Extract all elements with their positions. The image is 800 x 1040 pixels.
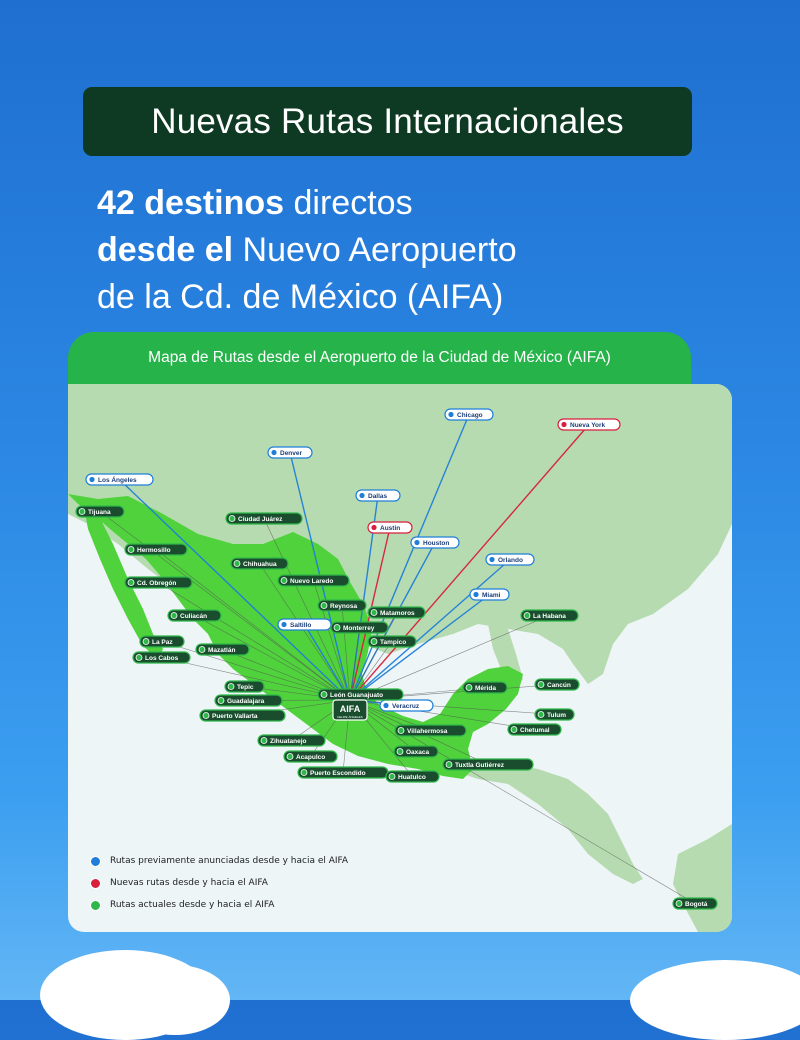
page-title: Nuevas Rutas Internacionales xyxy=(83,87,692,156)
destination-miami xyxy=(470,589,509,600)
destination-label: Hermosillo xyxy=(137,547,171,554)
destination-marker xyxy=(321,603,327,609)
destination-label: Puerto Vallarta xyxy=(212,713,258,720)
route-map xyxy=(68,384,732,932)
destination-reynosa xyxy=(318,600,366,611)
aifa-hub-sublabel: FELIPE ÁNGELES xyxy=(337,715,363,719)
destination-marker xyxy=(271,450,277,456)
headline-count: 42 destinos xyxy=(97,184,285,222)
destination-dallas xyxy=(356,490,400,501)
destination-matamoros xyxy=(368,607,425,618)
destination-label: Veracruz xyxy=(392,703,420,710)
destination-label: Monterrey xyxy=(343,625,375,632)
destination-label: Tulum xyxy=(547,712,567,719)
destination-cd-obregon xyxy=(125,577,192,588)
destination-label: Tijuana xyxy=(88,509,111,516)
destination-marker xyxy=(359,493,365,499)
destination-chihuahua xyxy=(231,558,288,569)
destination-marker xyxy=(234,561,240,567)
land-colombia xyxy=(673,824,732,932)
destination-label: Tepic xyxy=(237,684,254,691)
aifa-hub xyxy=(333,700,367,720)
headline-line2-bold: desde el xyxy=(97,231,234,269)
destination-mazatlan xyxy=(196,644,249,655)
destination-marker xyxy=(371,610,377,616)
destination-tampico xyxy=(368,636,416,647)
destination-marker xyxy=(538,682,544,688)
destination-marker xyxy=(448,412,454,418)
destination-marker xyxy=(389,774,395,780)
destination-marker xyxy=(489,557,495,563)
destination-marker xyxy=(229,516,235,522)
destination-label: Mazatlán xyxy=(208,647,236,654)
destination-label: Matamoros xyxy=(380,610,415,617)
destination-marker xyxy=(287,754,293,760)
destination-label: Acapulco xyxy=(296,754,326,761)
map-banner: Mapa de Rutas desde el Aeropuerto de la Ciudad de México (AIFA) xyxy=(68,332,691,384)
destination-marker xyxy=(334,625,340,631)
destination-nueva-york xyxy=(558,419,620,430)
destination-villahermosa xyxy=(395,725,466,736)
destination-marker xyxy=(321,692,327,698)
destination-chicago xyxy=(445,409,493,420)
destination-label: Oaxaca xyxy=(406,749,430,756)
destination-label: León Guanajuato xyxy=(330,692,384,699)
destination-marker xyxy=(446,762,452,768)
destination-tulum xyxy=(535,709,574,720)
destination-orlando xyxy=(486,554,534,565)
destination-label: Bogotá xyxy=(685,901,708,908)
destination-label: Chetumal xyxy=(520,727,550,734)
headline-line1-rest: directos xyxy=(284,184,413,222)
destination-label: Chicago xyxy=(457,412,483,419)
destination-label: Mérida xyxy=(475,685,496,692)
destination-marker xyxy=(281,578,287,584)
destination-merida xyxy=(463,682,507,693)
legend-previous xyxy=(90,850,348,872)
destination-marker xyxy=(301,770,307,776)
destination-label: Houston xyxy=(423,540,450,547)
destination-label: Zihuatanejo xyxy=(270,738,307,745)
destination-label: La Paz xyxy=(152,639,173,646)
legend-dot-previous xyxy=(90,856,101,867)
cloud-right xyxy=(630,960,800,1040)
destination-tepic xyxy=(225,681,264,692)
destination-saltillo xyxy=(278,619,331,630)
destination-label: Orlando xyxy=(498,557,523,564)
destination-veracruz xyxy=(380,700,433,711)
destination-label: Nueva York xyxy=(570,422,606,429)
destination-label: Austin xyxy=(380,525,401,532)
legend-current xyxy=(90,894,348,916)
destination-cancun xyxy=(535,679,579,690)
destination-label: Huatulco xyxy=(398,774,426,781)
destination-marker xyxy=(524,613,530,619)
destination-marker xyxy=(538,712,544,718)
destination-label: Chihuahua xyxy=(243,561,277,568)
destination-marker xyxy=(397,749,403,755)
destination-marker xyxy=(218,698,224,704)
destination-label: Cancún xyxy=(547,682,571,689)
destination-marker xyxy=(398,728,404,734)
destination-acapulco xyxy=(284,751,337,762)
destination-los-cabos xyxy=(133,652,190,663)
destination-marker xyxy=(414,540,420,546)
destination-marker xyxy=(136,655,142,661)
destination-leon-guanajuato xyxy=(318,689,403,700)
destination-austin xyxy=(368,522,412,533)
destination-tuxtla-gutierrez xyxy=(443,759,533,770)
destination-marker xyxy=(371,525,377,531)
destination-label: Tampico xyxy=(380,639,407,646)
destination-label: Miami xyxy=(482,592,501,599)
destination-la-paz xyxy=(140,636,184,647)
destination-label: Culiacán xyxy=(180,613,208,620)
headline-line2-rest: Nuevo Aeropuerto xyxy=(233,231,517,269)
destination-marker xyxy=(79,509,85,515)
destination-marker xyxy=(511,727,517,733)
destination-marker xyxy=(228,684,234,690)
destination-label: Denver xyxy=(280,450,303,457)
destination-puerto-vallarta xyxy=(200,710,285,721)
legend-dot-current xyxy=(90,900,101,911)
destination-puerto-escondido xyxy=(298,767,388,778)
legend-label-current: Rutas actuales desde y hacia el AIFA xyxy=(110,900,275,910)
map-legend xyxy=(90,850,348,916)
destination-guadalajara xyxy=(215,695,282,706)
legend-new xyxy=(90,872,348,894)
destination-oaxaca xyxy=(394,746,438,757)
destination-label: Dallas xyxy=(368,493,388,500)
destination-marker xyxy=(473,592,479,598)
destination-marker xyxy=(128,580,134,586)
destination-ciudad-juarez xyxy=(226,513,302,524)
destination-label: Nuevo Laredo xyxy=(290,578,334,585)
destination-marker xyxy=(561,422,567,428)
destination-label: Los Ángeles xyxy=(98,477,137,484)
aifa-hub-label: AIFA xyxy=(339,704,361,714)
legend-dot-new xyxy=(90,878,101,889)
destination-chetumal xyxy=(508,724,561,735)
destination-marker xyxy=(89,477,95,483)
legend-label-new: Nuevas rutas desde y hacia el AIFA xyxy=(110,878,268,888)
destination-marker xyxy=(383,703,389,709)
destination-los-angeles xyxy=(86,474,153,485)
destination-label: Reynosa xyxy=(330,603,358,610)
destination-label: Saltillo xyxy=(290,622,312,629)
destination-culiacan xyxy=(168,610,221,621)
destination-marker xyxy=(143,639,149,645)
destination-bogota xyxy=(673,898,717,909)
destination-label: Los Cabos xyxy=(145,655,179,662)
destination-tijuana xyxy=(76,506,124,517)
destination-label: La Habana xyxy=(533,613,566,620)
legend-label-previous: Rutas previamente anunciadas desde y hacia el AIFA xyxy=(110,856,349,866)
destination-marker xyxy=(281,622,287,628)
headline-line3: de la Cd. de México (AIFA) xyxy=(97,278,504,316)
destination-label: Villahermosa xyxy=(407,728,448,735)
destination-label: Tuxtla Gutiérrez xyxy=(455,762,505,769)
cloud-left-2 xyxy=(120,965,230,1035)
destination-marker xyxy=(128,547,134,553)
destination-marker xyxy=(171,613,177,619)
destination-monterrey xyxy=(331,622,388,633)
destination-la-habana xyxy=(521,610,578,621)
destination-huatulco xyxy=(386,771,439,782)
destination-houston xyxy=(411,537,459,548)
destination-label: Puerto Escondido xyxy=(310,770,366,777)
destination-label: Cd. Obregón xyxy=(137,580,177,587)
destination-marker xyxy=(199,647,205,653)
destination-marker xyxy=(371,639,377,645)
destination-denver xyxy=(268,447,312,458)
destination-marker xyxy=(203,713,209,719)
destination-marker xyxy=(261,738,267,744)
destination-marker xyxy=(676,901,682,907)
destination-marker xyxy=(466,685,472,691)
destination-hermosillo xyxy=(125,544,187,555)
destination-label: Guadalajara xyxy=(227,698,265,705)
destination-zihuatanejo xyxy=(258,735,325,746)
destination-nuevo-laredo xyxy=(278,575,349,586)
destination-label: Ciudad Juárez xyxy=(238,516,283,523)
headline xyxy=(97,180,517,321)
